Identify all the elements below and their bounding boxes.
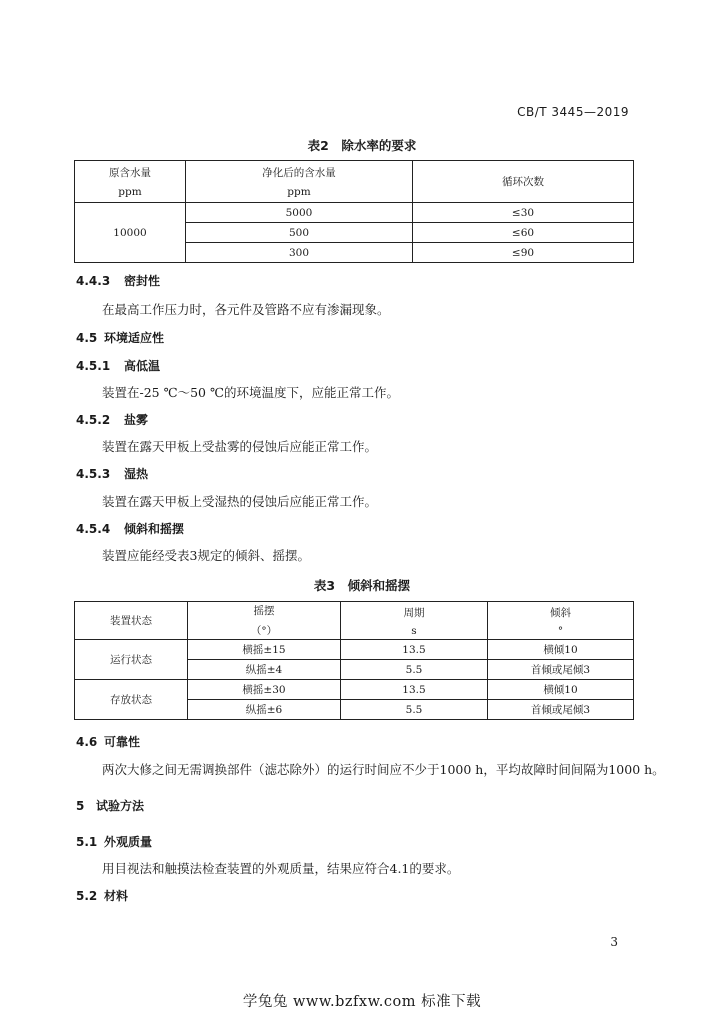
table2-header-original: 原含水量 ppm [109,167,151,198]
section-heading: 4.4.3 密封性 [76,274,161,288]
chapter-heading: 5 试验方法 [76,799,145,813]
table-cell: 5.5 [341,660,488,680]
table-cell: 横摇±15 [188,640,341,660]
table-cell: 首倾或尾倾3 [488,700,634,720]
section-paragraph: 在最高工作压力时，各元件及管路不应有渗漏现象。 [102,302,390,317]
section-paragraph: 装置在露天甲板上受盐雾的侵蚀后应能正常工作。 [102,439,378,454]
table-cell: 5000 [186,203,413,223]
section-heading: 4.5 环境适应性 [76,331,165,345]
table-cell: 500 [186,223,413,243]
table3-header-period: 周期 s [341,602,488,640]
section-heading: 5.2 材料 [76,889,129,903]
table-row [75,680,634,700]
section-paragraph: 用目视法和触摸法检查装置的外观质量，结果应符合4.1的要求。 [102,861,460,876]
table3 [74,601,634,720]
table3-state: 运行状态 [75,640,188,680]
table-cell: 纵摇±4 [188,660,341,680]
footer-watermark: 学兔兔 www.bzfxw.com 标准下载 [242,994,482,1010]
table3-title: 表3 倾斜和摇摆 [313,578,411,593]
table-cell: 横倾10 [488,640,634,660]
table-cell: 13.5 [341,680,488,700]
section-heading: 4.5.2 盐雾 [76,413,149,427]
table-cell: 5.5 [341,700,488,720]
table3-state: 存放状态 [110,694,152,706]
table3-header-sway: 摇摆 （°） [188,602,341,640]
table3-header-state: 装置状态 [110,615,152,627]
table-cell: 纵摇±6 [188,700,341,720]
section-heading: 4.5.3 湿热 [76,467,149,481]
table2-header-after: 净化后的含水量 ppm [186,161,413,203]
section-paragraph: 装置应能经受表3规定的倾斜、摇摆。 [102,548,310,563]
table-row [75,203,634,223]
table-cell: ≤60 [413,223,634,243]
table-cell: ≤30 [413,203,634,223]
table-cell: 300 [186,243,413,263]
standard-code: CB/T 3445—2019 [517,105,629,119]
section-heading: 5.1 外观质量 [76,835,153,849]
section-paragraph: 装置在-25 ℃～50 ℃的环境温度下，应能正常工作。 [102,385,399,400]
table-cell: ≤90 [413,243,634,263]
page-number: 3 [610,935,618,949]
table-cell: 13.5 [341,640,488,660]
section-paragraph: 装置在露天甲板上受湿热的侵蚀后应能正常工作。 [102,494,378,509]
table2-original-value: 10000 [113,226,147,239]
table-cell: 横摇±30 [188,680,341,700]
section-paragraph: 两次大修之间无需调换部件（滤芯除外）的运行时间应不少于1000 h，平均故障时间间隔为1000 h。 [102,762,665,777]
table3-header-tilt: 倾斜 ° [488,602,634,640]
section-heading: 4.5.4 倾斜和摇摆 [76,522,185,536]
table2 [74,160,634,263]
table-row [75,640,634,660]
table2-title: 表2 除水率的要求 [307,138,417,153]
section-heading: 4.6 可靠性 [76,735,141,749]
section-heading: 4.5.1 高低温 [76,359,161,373]
table2-header-cycles: 循环次数 [413,161,634,203]
table-cell: 首倾或尾倾3 [488,660,634,680]
table-cell: 横倾10 [488,680,634,700]
